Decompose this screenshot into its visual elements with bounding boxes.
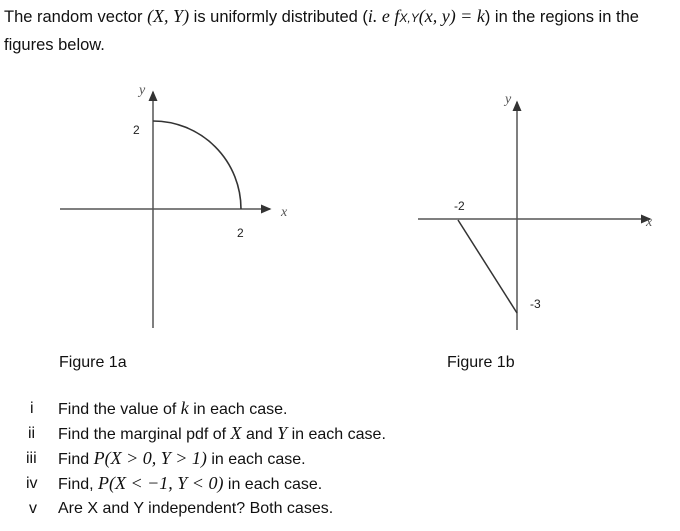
fig1b-y-label: y (505, 92, 512, 107)
fig1b-x-tick: -2 (454, 199, 465, 213)
fig1b-hypotenuse (458, 220, 517, 313)
figure-1b-caption: Figure 1b (447, 354, 515, 371)
fig1a-y-label: y (139, 83, 146, 98)
ie-f: i. e f (367, 6, 400, 26)
fig1a-y-tick: 2 (133, 123, 140, 137)
question-number: v (29, 500, 37, 517)
density-subscript: X,Y (399, 11, 419, 25)
question-text: Find P(X > 0, Y > 1) in each case. (58, 448, 306, 468)
fig1a-x-tick: 2 (237, 226, 244, 240)
figure-1a-caption: Figure 1a (59, 354, 127, 371)
figure-1a (60, 83, 288, 328)
intro-text-3: ) in the regions in the figures below. (4, 8, 639, 54)
intro-text-2: is uniformly distributed ( (189, 8, 368, 26)
question-number: i (30, 400, 34, 417)
question-text: Find, P(X < −1, Y < 0) in each case. (58, 473, 323, 493)
intro-text-1: The random vector (4, 8, 148, 26)
density-equation: (x, y) = k (418, 6, 485, 26)
question-text: Find the marginal pdf of X and Y in each case. (58, 423, 386, 443)
question-text: Are X and Y independent? Both cases. (58, 500, 334, 517)
fig1a-x-label: x (281, 205, 288, 220)
question-number: iii (26, 450, 37, 467)
fig1a-quarter-circle (153, 121, 241, 209)
fig1b-y-tick: -3 (530, 297, 541, 311)
question-text: Find the value of k in each case. (58, 398, 288, 418)
fig1b-x-label: x (646, 215, 653, 230)
random-vector: (X, Y) (147, 6, 190, 26)
figure-1b (418, 92, 653, 330)
question-number: iv (26, 475, 38, 492)
question-number: ii (28, 425, 36, 442)
